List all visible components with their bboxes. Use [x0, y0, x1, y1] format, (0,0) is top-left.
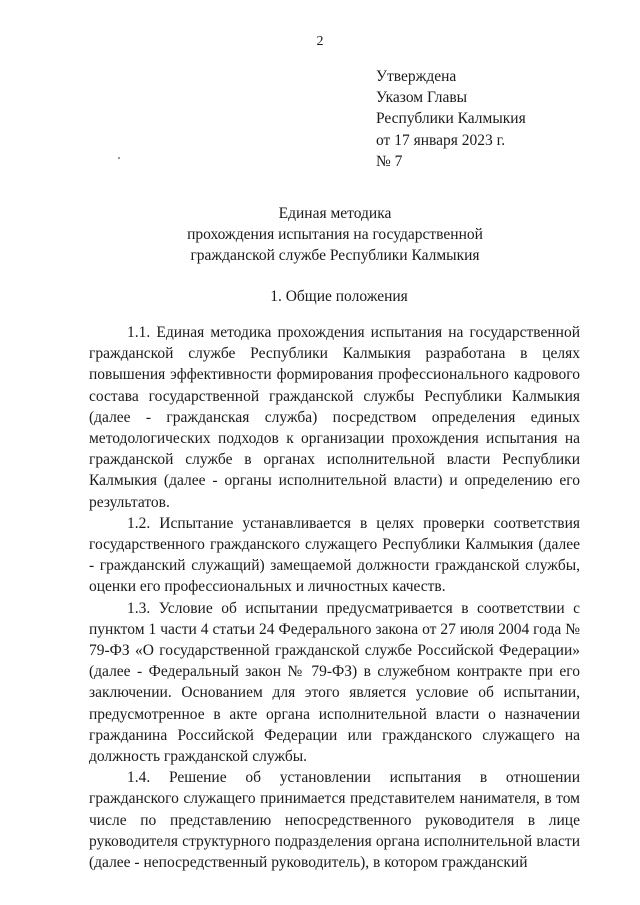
approval-block	[376, 66, 526, 172]
scan-speck	[118, 157, 120, 159]
page-number: 2	[316, 34, 324, 49]
approval-line: № 7	[376, 152, 403, 170]
title-line: прохождения испытания на государственной	[187, 226, 483, 244]
paragraph-1-3: 1.3. Условие об испытании предусматривается в соответствии с пунктом 1 части 4 статьи 24 Федерального закона от 27 июля 2004 года № 79-ФЗ «О государственной гражданской службе Российской Федерации» (далее - Федеральный закон № 79-ФЗ) в служебном контракте при его заключении. Основанием для этого является условие об испытании, предусмотренное в акте органа исполнительной власти о назначении гражданина Российской Федерации или гражданского служащего на должность гражданской службы.	[89, 599, 580, 766]
section-heading: 1. Общие положения	[270, 288, 408, 305]
document-title	[0, 203, 640, 267]
title-line: гражданской службе Республики Калмыкия	[190, 247, 480, 265]
approval-line: Республики Калмыкия	[376, 110, 526, 128]
approval-line: Утверждена	[376, 68, 457, 85]
approval-line: Указом Главы	[376, 89, 468, 107]
body-text	[89, 322, 580, 873]
paragraph-1-4: 1.4. Решение об установлении испытания в отношении гражданского служащего принимается представителем нанимателя, в том числе по представлению непосредственного руководителя в лице руководителя структурного подразделения органа исполнительной власти (далее - непосредственный руководитель), в котором гражданский	[89, 769, 580, 872]
paragraph-1-1: 1.1. Единая методика прохождения испытания на государственной гражданской службе Республики Калмыкия разработана в целях повышения эффективности формирования профессионального кадрового состава государственной гражданской службы Республики Калмыкия (далее - гражданская служба) посредством определения единых методологических подходов к организации прохождения испытания на гражданской службе в органах исполнительной власти Республики Калмыкия (далее - органы исполнительной власти) и определению его результатов.	[89, 324, 580, 511]
paragraph-1-2: 1.2. Испытание устанавливается в целях проверки соответствия государственного гражданского служащего Республики Калмыкия (далее - гражданский служащий) замещаемой должности гражданской службы, оценки его профессиональных и личностных качеств.	[89, 514, 580, 596]
approval-line: от 17 января 2023 г.	[376, 131, 506, 149]
title-line: Единая методика	[278, 205, 392, 222]
